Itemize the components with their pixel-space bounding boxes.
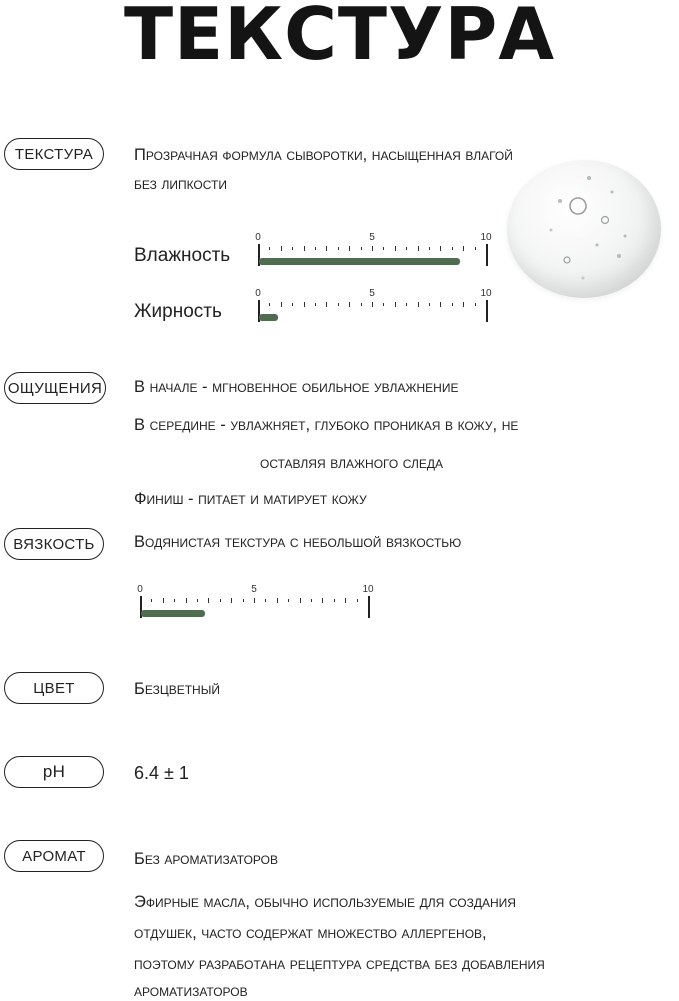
aroma-note-line3: поэтому разработана рецептура средства без добавления (134, 955, 545, 973)
color-tag: ЦВЕТ (4, 672, 104, 704)
scale-tick (304, 246, 305, 251)
scale-tick (254, 598, 255, 603)
scale-tick (475, 303, 476, 306)
feel-line3: оставляя влажного следа (260, 454, 444, 472)
scale-end-line (368, 596, 370, 618)
scale-mid-label: 5 (251, 584, 257, 595)
color-value: Безцветный (134, 680, 220, 698)
scale-tick (383, 303, 384, 306)
oil-label: Жирность (134, 301, 222, 322)
scale-tick (372, 302, 373, 307)
scale-tick (281, 246, 282, 251)
scale-tick (463, 246, 464, 251)
scale-tick (269, 303, 270, 306)
scale-tick (452, 303, 453, 306)
scale-tick (418, 246, 419, 251)
aroma-tag: АРОМАТ (4, 840, 104, 872)
scale-tick (174, 599, 175, 602)
scale-max-label: 10 (480, 288, 492, 299)
scale-end-line (486, 244, 488, 266)
scale-tick (220, 599, 221, 602)
scale-tick (326, 302, 327, 307)
scale-tick (429, 247, 430, 250)
scale-tick (197, 599, 198, 602)
scale-tick (292, 247, 293, 250)
aroma-value: Без ароматизаторов (134, 850, 279, 868)
scale-mid-label: 5 (369, 288, 375, 299)
scale-tick (281, 302, 282, 307)
scale-tick (338, 247, 339, 250)
scale-tick (151, 599, 152, 602)
scale-tick (349, 246, 350, 251)
scale-tick (440, 246, 441, 251)
aroma-note-line2: отдушек, часто содержат множество аллергенов, (134, 924, 487, 942)
scale-tick (361, 247, 362, 250)
texture-description-line1: Прозрачная формула сыворотки, насыщенная влагой (134, 146, 513, 164)
scale-tick (269, 247, 270, 250)
scale-tick (315, 303, 316, 306)
moisture-label: Влажность (134, 245, 231, 266)
scale-min-label: 0 (255, 232, 261, 243)
scale-tick (186, 598, 187, 603)
scale-mid-label: 5 (369, 232, 375, 243)
scale-tick (452, 247, 453, 250)
scale-max-label: 10 (480, 232, 492, 243)
scale-tick (338, 303, 339, 306)
scale-tick (372, 246, 373, 251)
page-title: ТЕКСТУРА (123, 0, 556, 76)
aroma-note-line1: Эфирные масла, обычно используемые для создания (134, 893, 516, 911)
viscosity-description: Водянистая текстура с небольшой вязкостью (134, 533, 462, 551)
texture-tag: ТЕКСТУРА (4, 138, 104, 170)
scale-level-bar (141, 610, 205, 617)
scale-tick (304, 302, 305, 307)
scale-tick (311, 599, 312, 602)
scale-tick (288, 599, 289, 602)
scale-tick (418, 302, 419, 307)
scale-tick (208, 598, 209, 603)
scale-tick (475, 247, 476, 250)
scale-tick (315, 247, 316, 250)
scale-tick (231, 598, 232, 603)
feel-tag: ОЩУЩЕНИЯ (4, 372, 106, 404)
scale-tick (383, 247, 384, 250)
scale-tick (300, 598, 301, 603)
scale-tick (277, 598, 278, 603)
scale-tick (345, 598, 346, 603)
scale-tick (429, 303, 430, 306)
scale-tick (440, 302, 441, 307)
scale-level-bar (259, 258, 460, 265)
scale-tick (265, 599, 266, 602)
aroma-note-line4: ароматизаторов (134, 982, 248, 1000)
feel-line1: В начале - мгновенное обильное увлажнение (134, 378, 459, 396)
scale-tick (395, 246, 396, 251)
scale-tick (163, 598, 164, 603)
scale-tick (406, 303, 407, 306)
scale-level-bar (259, 314, 278, 321)
scale-tick (395, 302, 396, 307)
ph-value: 6.4 ± 1 (134, 763, 189, 783)
scale-tick (357, 599, 358, 602)
scale-end-line (486, 300, 488, 322)
scale-max-label: 10 (362, 584, 374, 595)
feel-line2: В середине - увлажняет, глубоко проникая в кожу, не (134, 416, 519, 434)
scale-tick (243, 599, 244, 602)
serum-drop-image (507, 160, 661, 298)
viscosity-tag: ВЯЗКОСТЬ (4, 528, 104, 560)
scale-tick (463, 302, 464, 307)
scale-tick (322, 598, 323, 603)
scale-tick (361, 303, 362, 306)
ph-tag: pH (4, 756, 104, 788)
scale-tick (292, 303, 293, 306)
scale-tick (406, 247, 407, 250)
scale-tick (326, 246, 327, 251)
scale-min-label: 0 (255, 288, 261, 299)
scale-tick (334, 599, 335, 602)
scale-tick (349, 302, 350, 307)
feel-line4: Финиш - питает и матирует кожу (134, 490, 367, 508)
texture-description-line2: без липкости (134, 175, 227, 193)
scale-min-label: 0 (137, 584, 143, 595)
